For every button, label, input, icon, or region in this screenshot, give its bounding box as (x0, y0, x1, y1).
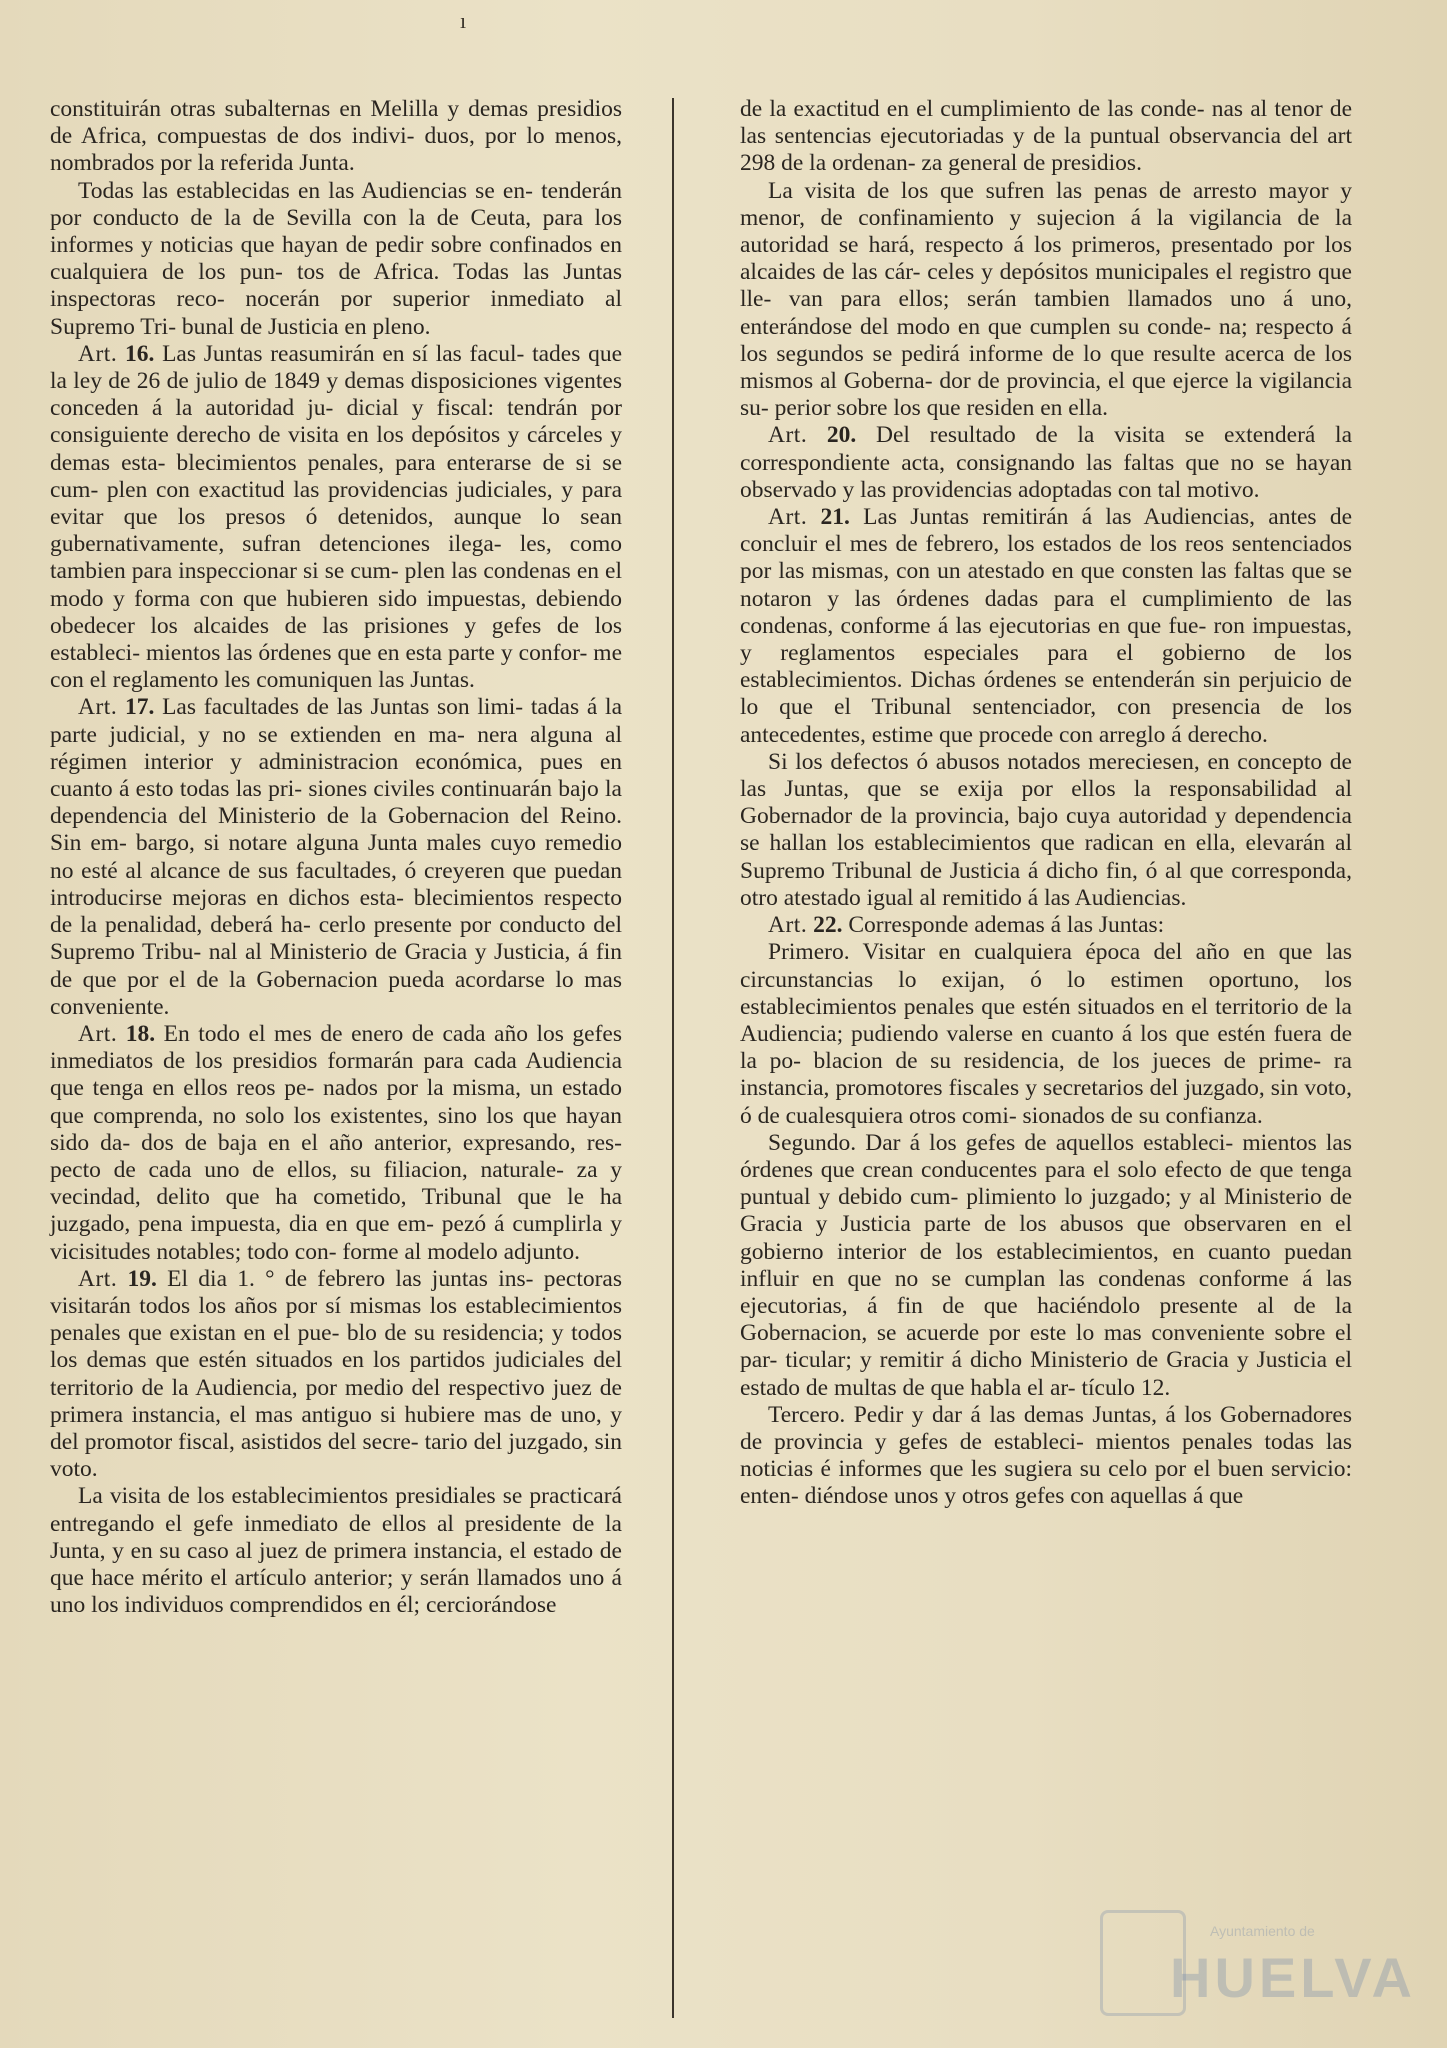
paragraph-text: Si los defectos ó abusos notados mereciesen, en concepto de las Juntas, que se exija por ellos la responsabilidad al Gobernador de la provincia, bajo cuya autoridad y dependencia se hallan los establecimientos que radican en ella, elevarán al Supremo Tribunal de Justicia á dicho fin, ó al que corresponda, otro atestado igual al remitido á las Audiencias. (740, 748, 1352, 911)
paragraph-text: Corresponde ademas á las Juntas: (848, 912, 1165, 939)
paragraph (50, 1483, 622, 1619)
right-column (740, 96, 1352, 1511)
article-number: 17. (124, 694, 155, 721)
article-number: 16. (124, 340, 155, 367)
paragraph (740, 939, 1352, 1129)
article-number: 22. (813, 912, 843, 939)
article-number: 19. (127, 1265, 157, 1292)
paragraph-text: constituirán otras subalternas en Melilla y demas presidios de Africa, compuestas de dos indivi- duos, por lo menos, nombrados por la referida Junta. (50, 96, 622, 177)
paragraph (50, 1021, 622, 1266)
page-top-mark: ı (460, 8, 467, 33)
paragraph-text: El dia 1. ° de febrero las juntas ins- pectoras visitarán todos los años por sí mismas los establecimientos penales que existan en el pue- blo de su residencia; y todos los demas que estén situados en los partidos judiciales del territorio de la Audiencia, por medio del respectivo juez de primera instancia, el mas antiguo si hubiere mas de uno, y del promotor fiscal, asistidos del secre- tario del juzgado, sin voto. (50, 1265, 623, 1483)
article-number: 18. (125, 1020, 156, 1047)
article-label: Art. (78, 1265, 118, 1292)
paragraph-text: En todo el mes de enero de cada año los gefes inmediatos de los presidios formarán para cada Audiencia que tenga en ellos reos pe- nados por la misma, un estado que comprenda, no solo los existentes, sino los que hayan sido da- dos de baja en el año anterior, expresando, res- pecto de cada uno de ellos, su filiacion, naturale- za y vecindad, delito que ha cometido, Tribunal que le ha juzgado, pena impuesta, dia en que em- pezó á cumplirla y vicisitudes notables; todo con- forme al modelo adjunto. (50, 1020, 622, 1265)
paragraph-text: Las facultades de las Juntas son limi- tadas á la parte judicial, y no se extienden en ma- nera alguna al régimen interior y administracion económica, pues en cuanto á esto todas las pri- siones civiles continuarán bajo la dependencia del Ministerio de la Gobernacion del Reino. Sin em- bargo, si notare alguna Junta males cuyo remedio no esté al alcance de sus facultades, ó creyeren que puedan introducirse mejoras en dichos esta- blecimientos respecto de la penalidad, deberá ha- cerlo presente por conducto del Supremo Tribu- nal al Ministerio de Gracia y Justicia, á fin de que por el de la Gobernacion pueda acordarse lo mas conveniente. (50, 694, 623, 1020)
paragraph-text: Las Juntas reasumirán en sí las facul- tades que la ley de 26 de julio de 1849 y demas disposiciones vigentes conceden á la autoridad ju- dicial y fiscal: tendrán por consiguiente derecho de visita en los depósitos y cárceles y demas esta- blecimientos penales, para enterarse de si se cum- plen con exactitud las providencias judiciales, y para evitar que los presos ó detenidos, aunque lo sean gubernativamente, sufran detenciones ilega- les, como tambien para inspeccionar si se cum- plen las condenas en el modo y forma con que hubieren sido impuestas, debiendo obedecer los alcaides de las prisiones y gefes de los estableci- mientos las órdenes que en esta parte y confor- me con el reglamento les comuniquen las Juntas. (50, 340, 623, 694)
paragraph (740, 912, 1352, 939)
column-divider (672, 98, 674, 2018)
paragraph (50, 178, 622, 341)
archive-watermark (1100, 1905, 1416, 2025)
paragraph-text: Todas las establecidas en las Audiencias se en- tenderán por conducto de la de Sevilla con la de Ceuta, para los informes y noticias que hayan de pedir sobre confinados en cualquiera de los pun- tos de Africa. Todas las Juntas inspectoras reco- nocerán por superior inmediato al Supremo Tri- bunal de Justicia en pleno. (50, 177, 622, 340)
article-number: 20. (826, 422, 857, 449)
article-label: Art. (768, 422, 808, 449)
article-label: Art. (768, 912, 808, 939)
article-label: Art. (78, 694, 118, 721)
paragraph (740, 422, 1352, 504)
article-label: Art. (78, 340, 118, 367)
paragraph (50, 1266, 622, 1484)
paragraph (740, 749, 1352, 912)
paragraph-text: Primero. Visitar en cualquiera época del año en que las circunstancias lo exijan, ó lo estimen oportuno, los establecimientos penales que estén situados en el territorio de la Audiencia; pudiendo valerse en cuanto á los que estén fuera de la po- blacion de su residencia, de los jueces de prime- ra instancia, promotores fiscales y secretarios del juzgado, sin voto, ó de cualesquiera otros comi- sionados de su confianza. (740, 939, 1352, 1129)
paragraph-text: La visita de los establecimientos presidiales se practicará entregando el gefe inmediato de ellos al presidente de la Junta, y en su caso al juez de primera instancia, el estado de que hace mérito el artículo anterior; y serán llamados uno á uno los individuos comprendidos en él; cerciorándose (50, 1483, 622, 1619)
paragraph-text: Del resultado de la visita se extenderá la correspondiente acta, consignando las faltas que no se hayan observado y las providencias adoptadas con tal motivo. (740, 422, 1352, 503)
paragraph (740, 178, 1352, 423)
paragraph (740, 96, 1352, 178)
paragraph-text: Tercero. Pedir y dar á las demas Juntas, á los Gobernadores de provincia y gefes de estableci- mientos penales todas las noticias é informes que les sugiera su celo por el buen servicio: enten- diéndose unos y otros gefes con aquellas á que (740, 1401, 1352, 1510)
watermark-small-text: Ayuntamiento de (1210, 1923, 1315, 1939)
paragraph-text: Segundo. Dar á los gefes de aquellos estableci- mientos las órdenes que crean conducentes para el solo efecto de que tenga puntual y debido cum- plimiento lo juzgado; y al Ministerio de Gracia y Justicia parte de los abusos que observaren en el gobierno interior de los establecimientos, en cuanto puedan influir en que no se cumplan las condenas conforme á las ejecutorias, á fin de que haciéndolo presente al de la Gobernacion, se acuerde por este lo mas conveniente sobre el par- ticular; y remitir á dicho Ministerio de Gracia y Justicia el estado de multas de que habla el ar- tículo 12. (740, 1129, 1352, 1401)
paragraph (50, 96, 622, 178)
left-column (50, 96, 622, 1619)
article-label: Art. (78, 1020, 118, 1047)
paragraph-text: de la exactitud en el cumplimiento de las conde- nas al tenor de las sentencias ejecutoriadas y de la puntual observancia del art 298 de la ordenan- za general de presidios. (740, 96, 1352, 177)
article-label: Art. (768, 504, 808, 531)
watermark-big-text: HUELVA (1170, 1946, 1416, 2009)
paragraph (740, 1130, 1352, 1402)
article-number: 21. (820, 504, 850, 531)
paragraph (50, 694, 622, 1020)
paragraph (740, 504, 1352, 749)
paragraph-text: Las Juntas remitirán á las Audiencias, antes de concluir el mes de febrero, los estados de los reos sentenciados por las mismas, con un atestado en que consten las faltas que se notaron y las órdenes dadas para el cumplimiento de las condenas, conforme á las ejecutorias en que fue- ron impuestas, y reglamentos especiales para el gobierno de los establecimientos. Dichas órdenes se entenderán sin perjuicio de lo que el Tribunal sentenciador, con presencia de los antecedentes, estime que procede con arreglo á derecho. (740, 504, 1353, 748)
paragraph (740, 1402, 1352, 1511)
paragraph-text: La visita de los que sufren las penas de arresto mayor y menor, de confinamiento y sujecion á la vigilancia de la autoridad se hará, respecto á los primeros, presentado por los alcaides de las cár- celes y depósitos municipales el registro que lle- van para ellos; serán tambien llamados uno á uno, enterándose del modo en que cumplen su conde- na; respecto á los segundos se pedirá informe de lo que resulte acerca de los mismos al Goberna- dor de provincia, el que ejerce la vigilancia su- perior sobre los que residen en ella. (740, 177, 1352, 422)
paragraph (50, 341, 622, 695)
